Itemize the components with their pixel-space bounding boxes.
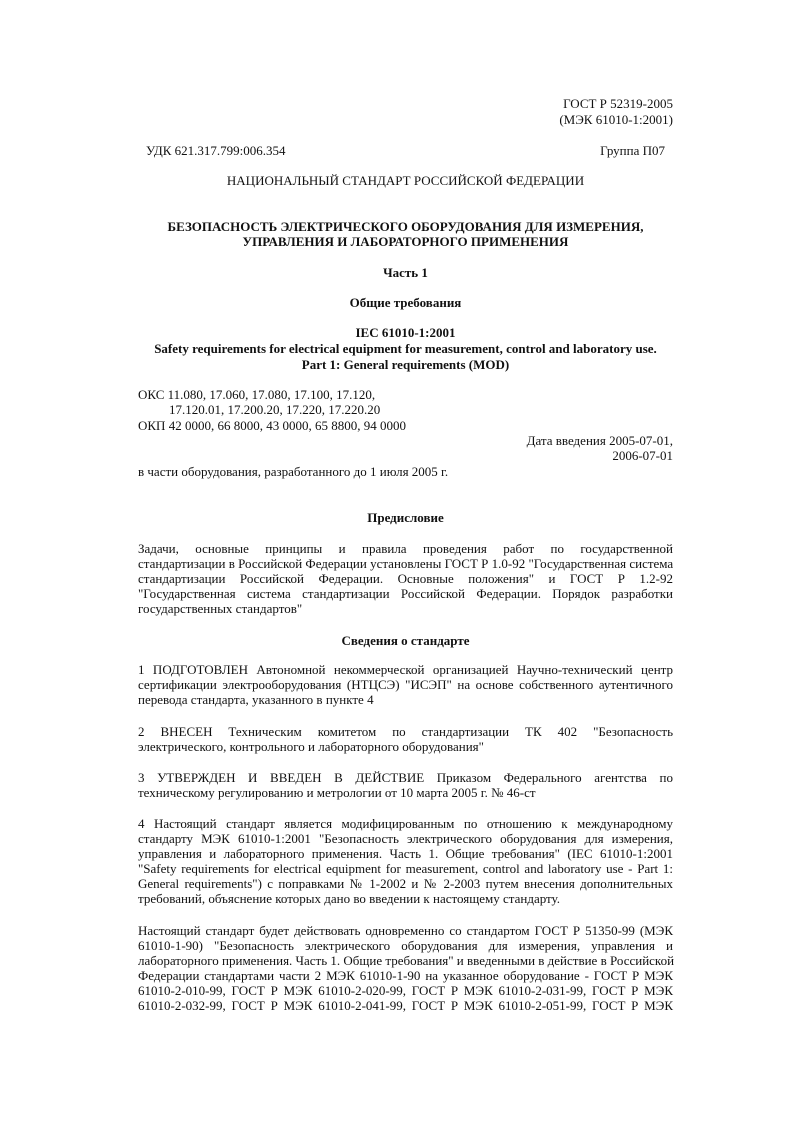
info-line: сертификации электрооборудования (НТЦСЭ) "ИСЭП" на основе собственного аутентичного (138, 677, 673, 692)
title-line-2: УПРАВЛЕНИЯ И ЛАБОРАТОРНОГО ПРИМЕНЕНИЯ (242, 234, 569, 249)
info-line: Федерации стандартами части 2 МЭК 61010-1-90 на указанное оборудование - ГОСТ Р МЭК (138, 968, 673, 983)
info-item-2 (138, 724, 673, 754)
foreword-line: стандартизации в Российской Федерации установлены ГОСТ Р 1.0-92 "Государственная система (138, 556, 674, 571)
info-line: стандарту МЭК 61010-1:2001 "Безопасность электрического оборудования для измерения, (138, 831, 673, 846)
english-title-line-1: Safety requirements for electrical equipment for measurement, control and laboratory use. (154, 341, 657, 356)
info-item-1 (138, 662, 673, 707)
foreword-line: стандартизации Российской Федерации. Основные положения" и ГОСТ Р 1.2-92 (138, 571, 673, 586)
info-line: электрического, контрольного и лабораторного оборудования" (138, 739, 484, 754)
info-line: управления и лабораторного применения. Часть 1. Общие требования" (IEC 61010-1:2001 (138, 846, 673, 861)
title-line-1: БЕЗОПАСНОСТЬ ЭЛЕКТРИЧЕСКОГО ОБОРУДОВАНИЯ ДЛЯ ИЗМЕРЕНИЯ, (167, 219, 644, 234)
gost-number: ГОСТ Р 52319-2005 (563, 96, 673, 111)
part-label: Часть 1 (383, 265, 428, 280)
intro-date-line-1: Дата введения 2005-07-01, (526, 433, 673, 448)
info-line: 1 ПОДГОТОВЛЕН Автономной некоммерческой организацией Научно-технический центр (138, 662, 673, 677)
info-line: Настоящий стандарт будет действовать одновременно со стандартом ГОСТ Р 51350-99 (МЭК (138, 923, 673, 938)
iec-reference: (МЭК 61010-1:2001) (559, 112, 673, 127)
udk-code: УДК 621.317.799:006.354 (146, 143, 286, 158)
okp-codes: ОКП 42 0000, 66 8000, 43 0000, 65 8800, 94 0000 (138, 418, 406, 433)
info-line: 61010-1-90) "Безопасность электрического оборудования для измерения, управления и (138, 938, 673, 953)
national-standard-label: НАЦИОНАЛЬНЫЙ СТАНДАРТ РОССИЙСКОЙ ФЕДЕРАЦИИ (226, 173, 585, 188)
intro-date-note: в части оборудования, разработанного до 1 июля 2005 г. (138, 464, 449, 479)
english-title-line-2: Part 1: General requirements (MOD) (301, 357, 510, 372)
foreword-heading: Предисловие (367, 510, 444, 525)
iec-english-ref: IEC 61010-1:2001 (355, 325, 456, 340)
info-line: 3 УТВЕРЖДЕН И ВВЕДЕН В ДЕЙСТВИЕ Приказом Федерального агентства по (138, 770, 673, 785)
info-line: 61010-2-032-99, ГОСТ Р МЭК 61010-2-041-99, ГОСТ Р МЭК 61010-2-051-99, ГОСТ Р МЭК (138, 998, 673, 1013)
info-line: перевода стандарта, указанного в пункте 4 (138, 692, 374, 707)
intro-date-line-2: 2006-07-01 (612, 448, 673, 463)
group-code: Группа П07 (600, 143, 665, 158)
foreword-line: "Государственная система стандартизации Российской Федерации. Порядок разработки (138, 586, 673, 601)
info-line: 4 Настоящий стандарт является модифицированным по отношению к международному (138, 816, 673, 831)
foreword-line: государственных стандартов" (138, 601, 303, 616)
info-line: General requirements") с поправками № 1-2002 и № 2-2003 путем внесения дополнительных (138, 876, 673, 891)
foreword-line: Задачи, основные принципы и правила проведения работ по государственной (138, 541, 673, 556)
info-item-3 (138, 770, 673, 800)
info-item-4 (138, 816, 673, 906)
info-line: "Safety requirements for electrical equipment for measurement, control and laboratory use - Part 1: (138, 861, 673, 876)
info-line: требований, объяснение которых дано во введении к настоящему стандарту. (138, 891, 560, 906)
info-line: техническому регулированию и метрологии от 10 марта 2005 г. № 46-ст (138, 785, 536, 800)
oks-codes-line-1: ОКС 11.080, 17.060, 17.080, 17.100, 17.120, (138, 387, 376, 402)
info-line: лабораторного применения. Часть 1. Общие требования" и введенными в действие в Российской (138, 953, 675, 968)
subtitle: Общие требования (349, 295, 462, 310)
oks-codes-line-2: 17.120.01, 17.200.20, 17.220, 17.220.20 (169, 402, 381, 417)
info-item-5 (138, 923, 673, 1013)
info-line: 61010-2-010-99, ГОСТ Р МЭК 61010-2-020-99, ГОСТ Р МЭК 61010-2-031-99, ГОСТ Р МЭК (138, 983, 673, 998)
foreword-paragraph (138, 541, 673, 616)
info-line: 2 ВНЕСЕН Техническим комитетом по стандартизации ТК 402 "Безопасность (138, 724, 673, 739)
info-heading: Сведения о стандарте (341, 633, 470, 648)
